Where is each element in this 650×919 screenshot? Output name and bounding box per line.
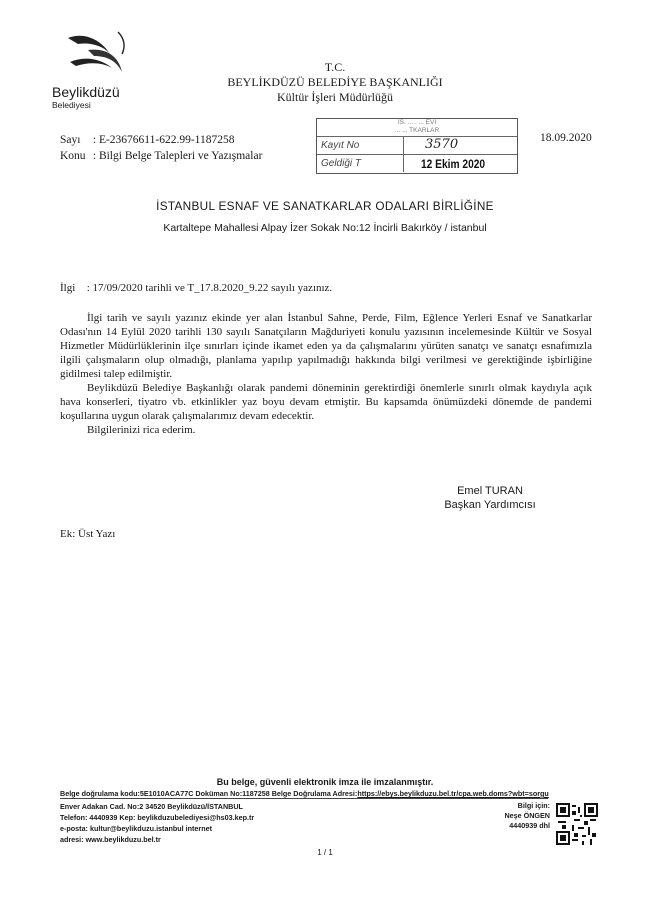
body-paragraph: Beylikdüzü Belediye Başkanlığı olarak pandemi döneminin gerektirdiği önemlerle sınırlı olmak kaydıyla açık hava konserleri, tiyatro vb. etkinlikler yaz boyu devam etmiştir. Bu kapsamda önümüzdeki dönemde de pandemi koşullarına uygun olarak çalışmalarımız devam edecektir. [60,382,592,422]
stamp-gelis-row [317,155,517,172]
footer-phone: Telefon: 4440939 Kep: beylikduzubelediyesi@hs03.kep.tr [60,813,255,822]
document-header [170,60,500,105]
letter-body [60,311,592,437]
info-name: Neşe ÖNGEN [504,811,550,820]
document-date: 18.09.2020 [540,132,592,144]
info-phone: 4440939 dhl [509,821,550,830]
logo-subtitle: Belediyesi [52,100,91,110]
body-paragraph: Bilgilerinizi rica ederim. [87,424,196,436]
logo-name: Beylikdüzü [52,84,120,100]
qr-code-icon [556,803,598,845]
e-signature-note: Bu belge, güvenli elektronik imza ile imzalanmıştır. [216,777,434,787]
document-meta [60,132,262,164]
footer-web: adresi: www.beylikduzu.bel.tr [60,835,161,844]
header-organization: BEYLİKDÜZÜ BELEDİYE BAŞKANLIĞI [227,75,443,89]
footer-contact [60,801,254,845]
ilgi-value: : 17/09/2020 tarihli ve T_17.8.2020_9.22 sayılı yazınız. [86,282,333,294]
sayi-value: : E-23676611-622.99-1187258 [92,134,235,146]
sayi-label: Sayı [60,134,81,146]
stamp-gelis-label: Geldiği T [321,158,362,169]
attachment-note: Ek: Üst Yazı [60,528,116,540]
stamp-header [317,119,517,137]
stamp-gelis-value: 12 Ekim 2020 [421,157,486,171]
received-stamp [316,118,518,174]
body-paragraph: İlgi tarih ve sayılı yazınız ekinde yer alan İstanbul Sahne, Perde, Film, Eğlence Yerleri Esnaf ve Sanatkarlar Odası'nın 14 Eylül 2020 tarihli 130 sayılı Sanatçıların Mağduriyeti konulu yazısının incelemesinde Kültür ve Sosyal Hizmetler Müdürlüklerinin ilçe sınırları içinde ikamet eden ya da çalışmalarını yürüten sanatçı ve sanatçı esnafımızla ilgili çalışmaların olup olmadığı, planlama yapılıp yapılmadığı hakkında bilgi verilmesi ve gerektiğinde işbirliğine gidilmesi talep edilmiştir. [60,312,592,380]
header-tc: T.C. [324,60,346,74]
verification-line [60,789,549,798]
info-label: Bilgi için: [517,801,550,810]
header-department: Kültür İşleri Müdürlüğü [277,90,393,104]
konu-value: : Bilgi Belge Talepleri ve Yazışmalar [92,150,263,162]
verification-link[interactable]: https://ebys.beylikduzu.bel.tr/cpa.web.doms?wbt=sorgu [357,789,549,798]
verification-text: Belge doğrulama kodu:5E1010ACA77C Doküman No:1187258 Belge Doğrulama Adresi: [60,789,358,798]
konu-label: Konu [60,150,86,162]
konu-row [60,148,262,164]
stamp-kayit-value: 3570 [425,137,459,152]
footer-info [470,801,550,831]
ilgi-line [60,282,332,294]
signer-name: Emel TURAN [457,485,523,497]
sayi-row [60,132,262,148]
stamp-header-line: İS. ... . ... EVİ [397,119,437,126]
signer-title: Başkan Yardımcısı [444,499,536,511]
ilgi-label: İlgi [60,282,76,294]
signature-block [420,484,560,512]
stamp-kayit-row [317,137,517,155]
footer-divider [60,798,548,799]
stamp-header-line: ... ... TKARLAR [394,127,440,134]
footer-address: Enver Adakan Cad. No:2 34520 Beylikdüzü/İSTANBUL [60,802,243,811]
recipient-line: İSTANBUL ESNAF VE SANATKARLAR ODALARI BİRLİĞİNE [156,199,494,213]
swallow-logo-icon [60,28,130,84]
recipient-address: Kartaltepe Mahallesi Alpay İzer Sokak No:12 İncirli Bakırköy / istanbul [163,222,487,234]
municipality-logo [52,28,142,108]
footer-email: e-posta: kultur@beylikduzu.istanbul internet [60,824,212,833]
page-number: 1 / 1 [317,848,333,857]
stamp-kayit-label: Kayıt No [321,140,360,151]
